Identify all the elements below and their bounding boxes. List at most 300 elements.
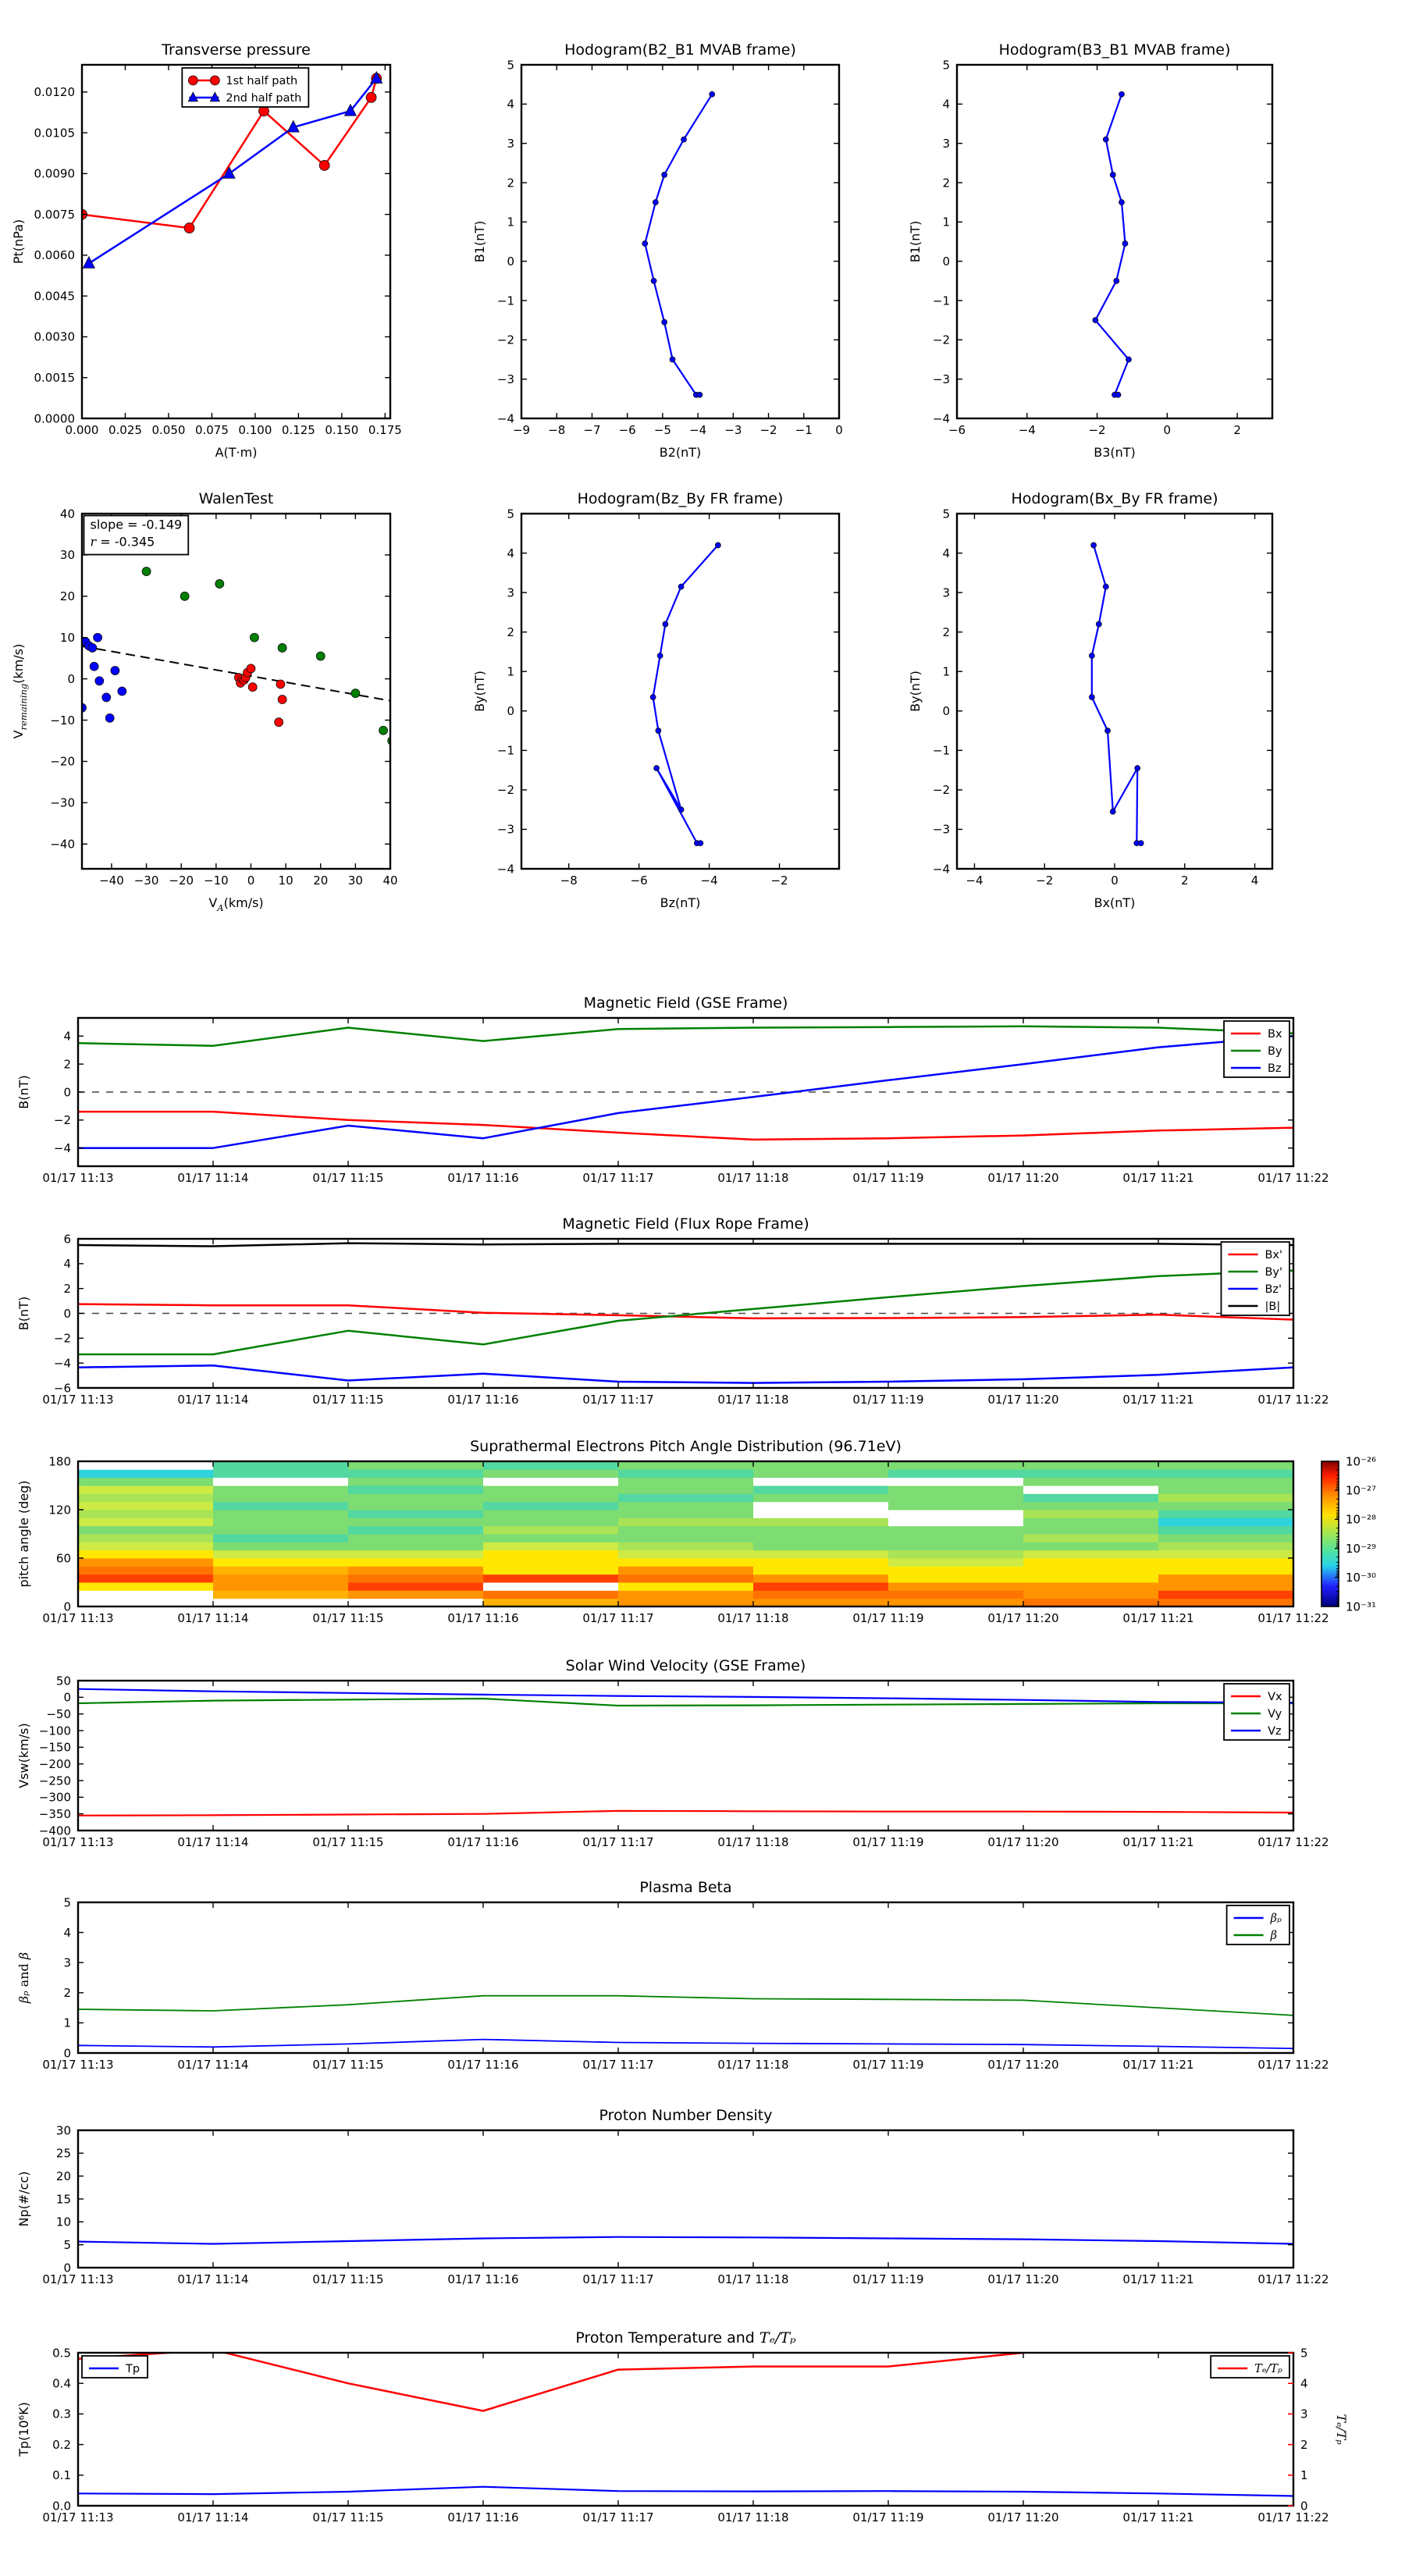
x-tick-label: 40 bbox=[382, 873, 398, 888]
y-tick-label: 2 bbox=[942, 624, 950, 639]
x-tick-label: 01/17 11:22 bbox=[1257, 1835, 1329, 1849]
circle-marker bbox=[278, 696, 286, 704]
series-Bx bbox=[78, 1112, 1293, 1140]
x-tick-label: 01/17 11:22 bbox=[1257, 1171, 1329, 1185]
x-tick-label: −8 bbox=[560, 873, 578, 888]
x-tick-label: 01/17 11:19 bbox=[852, 2058, 924, 2072]
legend-label: By bbox=[1268, 1045, 1282, 1059]
x-tick-label: 01/17 11:17 bbox=[582, 1171, 654, 1185]
y-tick-label: 1 bbox=[942, 215, 950, 229]
y-axis-label: βₚ and β bbox=[16, 1952, 31, 2004]
y-tick-label: −10 bbox=[50, 713, 75, 728]
y-tick-label: 1 bbox=[507, 664, 514, 679]
y-tick-label: 0.0045 bbox=[34, 289, 75, 304]
y-tick-label: −2 bbox=[932, 783, 950, 798]
x-tick-label: −30 bbox=[133, 873, 159, 888]
y-tick-label: 2 bbox=[942, 176, 950, 190]
x-tick-label: 01/17 11:16 bbox=[447, 1835, 519, 1849]
chart-pt bbox=[10, 29, 403, 470]
circle-marker bbox=[642, 241, 648, 247]
series-Vy bbox=[78, 1699, 1293, 1706]
chart-title: WalenTest bbox=[198, 490, 274, 507]
x-tick-label: −2 bbox=[759, 423, 777, 437]
legend-label: By' bbox=[1264, 1266, 1282, 1279]
y-tick-label: 0 bbox=[942, 704, 950, 719]
x-tick-label: 30 bbox=[347, 873, 363, 888]
legend bbox=[1211, 2356, 1289, 2378]
chart-title: Solar Wind Velocity (GSE Frame) bbox=[565, 1657, 806, 1674]
series-group bbox=[642, 91, 715, 397]
circle-marker bbox=[388, 736, 397, 745]
circle-marker bbox=[351, 689, 360, 698]
circle-marker bbox=[366, 92, 376, 102]
chart-hodo_bzby bbox=[471, 478, 852, 920]
series-group bbox=[78, 568, 397, 745]
x-tick-label: 01/17 11:15 bbox=[312, 2272, 384, 2286]
y-tick-label: 4 bbox=[942, 546, 950, 560]
chart-beta bbox=[16, 1870, 1329, 2089]
circle-marker bbox=[662, 319, 667, 325]
circle-marker bbox=[1115, 392, 1121, 397]
x-tick-label: 01/17 11:14 bbox=[177, 2272, 249, 2286]
series-Bz' bbox=[78, 1365, 1293, 1382]
x-axis-label: A(T·m) bbox=[215, 445, 258, 460]
circle-marker bbox=[379, 726, 388, 735]
series-beta bbox=[78, 1996, 1293, 2016]
y-tick-label: 2 bbox=[507, 624, 514, 639]
x-tick-label: −3 bbox=[724, 423, 742, 437]
legend-label: Bz bbox=[1268, 1062, 1282, 1076]
y-tick-label: 0 bbox=[67, 671, 75, 686]
y-tick-label: 40 bbox=[59, 507, 75, 521]
y-tick-label: 10 bbox=[55, 2215, 71, 2229]
y-tick-label: 0 bbox=[942, 254, 950, 269]
x-tick-label: 01/17 11:21 bbox=[1122, 1393, 1194, 1407]
y-tick-label: −4 bbox=[496, 411, 514, 426]
y-tick-label: 0.3 bbox=[52, 2407, 71, 2421]
y-tick-label: 4 bbox=[507, 97, 514, 112]
x-tick-label: 01/17 11:18 bbox=[717, 1611, 789, 1625]
circle-marker bbox=[698, 841, 703, 846]
circle-marker bbox=[319, 160, 329, 170]
y-tick-label: −3 bbox=[496, 372, 514, 386]
chart-title: Plasma Beta bbox=[639, 1879, 732, 1896]
circle-marker bbox=[662, 172, 667, 177]
legend-label: Bz' bbox=[1264, 1283, 1282, 1297]
y-tick-label: 0.0075 bbox=[34, 207, 75, 222]
x-tick-label: 01/17 11:13 bbox=[42, 2058, 114, 2072]
axes-frame bbox=[521, 65, 839, 418]
x-tick-label: −10 bbox=[204, 873, 229, 888]
axes-frame bbox=[82, 65, 390, 418]
legend-label: Bx bbox=[1268, 1028, 1282, 1041]
x-tick-label: 01/17 11:17 bbox=[582, 2510, 654, 2524]
right-tick-label: 2 bbox=[1300, 2437, 1308, 2452]
x-tick-label: 01/17 11:22 bbox=[1257, 2272, 1329, 2286]
series-group bbox=[650, 543, 720, 846]
y-tick-label: −4 bbox=[53, 1356, 71, 1371]
x-tick-label: 0.150 bbox=[325, 423, 359, 437]
x-tick-label: 0.075 bbox=[194, 423, 229, 437]
y-tick-label: 2 bbox=[63, 1281, 71, 1296]
x-tick-label: 0 bbox=[1163, 423, 1172, 437]
y-tick-label: 3 bbox=[942, 136, 950, 151]
x-tick-label: 0.125 bbox=[281, 423, 315, 437]
x-tick-label: −4 bbox=[1018, 423, 1036, 437]
y-tick-label: 0.0015 bbox=[34, 370, 75, 385]
x-tick-label: 01/17 11:20 bbox=[987, 2272, 1059, 2286]
y-tick-label: 0.1 bbox=[52, 2468, 71, 2483]
x-axis-label: Bx(nT) bbox=[1094, 895, 1136, 910]
circle-marker bbox=[1110, 172, 1115, 177]
y-tick-label: 60 bbox=[55, 1551, 71, 1566]
chart-title: Transverse pressure bbox=[162, 41, 311, 59]
x-tick-label: 01/17 11:22 bbox=[1257, 1611, 1329, 1625]
x-tick-label: 01/17 11:19 bbox=[852, 1835, 924, 1849]
x-tick-label: 2 bbox=[1181, 873, 1189, 888]
legend-label: βₚ bbox=[1270, 1912, 1282, 1926]
x-axis-label: $V_A(km/s)$ bbox=[208, 895, 264, 913]
series-group bbox=[78, 2339, 1293, 2496]
y-tick-label: −30 bbox=[50, 795, 75, 810]
y-tick-label: 5 bbox=[63, 1895, 71, 1910]
chart-title: Proton Temperature and Tₑ/Tₚ bbox=[575, 2329, 796, 2347]
x-tick-label: 2 bbox=[1233, 423, 1241, 437]
y-axis-label: By(nT) bbox=[908, 671, 923, 712]
x-tick-label: 01/17 11:21 bbox=[1122, 1171, 1194, 1185]
y-tick-label: −4 bbox=[496, 862, 514, 877]
x-tick-label: 01/17 11:16 bbox=[447, 2058, 519, 2072]
circle-marker bbox=[316, 652, 325, 660]
series-group bbox=[78, 1996, 1293, 2049]
chart-hodo_b2b1 bbox=[471, 29, 852, 470]
y-tick-label: 4 bbox=[942, 97, 950, 112]
y-tick-label: −50 bbox=[46, 1706, 71, 1721]
x-tick-label: 01/17 11:13 bbox=[42, 1835, 114, 1849]
colorbar-tick-label: 10⁻²⁹ bbox=[1346, 1541, 1377, 1556]
circle-marker bbox=[188, 76, 197, 85]
series-Te/Tp bbox=[78, 2339, 1293, 2411]
y-tick-label: 30 bbox=[55, 2123, 71, 2138]
series-By' bbox=[78, 1271, 1293, 1354]
y-tick-label: −1 bbox=[932, 743, 950, 758]
x-tick-label: 01/17 11:21 bbox=[1122, 1835, 1194, 1849]
y-tick-label: 25 bbox=[55, 2146, 71, 2161]
y-tick-label: 120 bbox=[48, 1503, 71, 1517]
right-axis-label: Tₑ/Tₚ bbox=[1334, 2414, 1349, 2445]
x-tick-label: 01/17 11:15 bbox=[312, 1611, 384, 1625]
legend bbox=[82, 2356, 148, 2378]
y-tick-label: 5 bbox=[507, 58, 514, 73]
y-tick-label: −250 bbox=[38, 1774, 71, 1788]
chart-bgse bbox=[16, 985, 1329, 1202]
y-tick-label: −300 bbox=[38, 1790, 71, 1805]
x-tick-label: 01/17 11:15 bbox=[312, 2510, 384, 2524]
chart-title: Hodogram(B2_B1 MVAB frame) bbox=[564, 41, 796, 59]
circle-marker bbox=[105, 713, 114, 722]
y-tick-label: −2 bbox=[932, 333, 950, 347]
legend-label: Vx bbox=[1268, 1691, 1282, 1704]
y-tick-label: −20 bbox=[50, 754, 75, 769]
circle-marker bbox=[1093, 318, 1098, 323]
x-tick-label: 01/17 11:22 bbox=[1257, 2510, 1329, 2524]
y-tick-label: 0 bbox=[63, 1306, 71, 1321]
chart-title: Suprathermal Electrons Pitch Angle Distribution (96.71eV) bbox=[470, 1438, 902, 1455]
y-tick-label: −3 bbox=[496, 822, 514, 837]
colorbar-tick-label: 10⁻²⁸ bbox=[1346, 1512, 1377, 1527]
y-tick-label: −2 bbox=[53, 1113, 71, 1128]
y-tick-label: −6 bbox=[53, 1381, 71, 1396]
circle-marker bbox=[1105, 728, 1111, 734]
y-axis-label: pitch angle (deg) bbox=[16, 1480, 31, 1588]
y-tick-label: 4 bbox=[507, 546, 514, 560]
y-tick-label: 30 bbox=[59, 548, 75, 563]
series-|B| bbox=[78, 1244, 1293, 1247]
x-tick-label: 01/17 11:19 bbox=[852, 1611, 924, 1625]
x-tick-label: 0.100 bbox=[238, 423, 272, 437]
circle-marker bbox=[651, 278, 656, 283]
y-tick-label: 0 bbox=[63, 2046, 71, 2061]
y-axis-label: Pt(nPa) bbox=[11, 219, 26, 265]
axes-frame bbox=[78, 2130, 1293, 2268]
legend-label: Tp bbox=[126, 2363, 140, 2376]
circle-marker bbox=[1126, 357, 1131, 362]
y-tick-label: −4 bbox=[53, 1140, 71, 1155]
y-tick-label: 3 bbox=[507, 585, 514, 600]
x-tick-label: −6 bbox=[630, 873, 648, 888]
circle-marker bbox=[697, 392, 702, 397]
x-tick-label: 01/17 11:19 bbox=[852, 2510, 924, 2524]
circle-marker bbox=[88, 643, 97, 652]
x-tick-label: 4 bbox=[1250, 873, 1259, 888]
y-axis-label: $V_{remaining}(km/s)$ bbox=[11, 643, 29, 739]
x-tick-label: 01/17 11:14 bbox=[177, 1835, 249, 1849]
series-group bbox=[78, 1026, 1293, 1148]
colorbar-tick-label: 10⁻³⁰ bbox=[1346, 1571, 1377, 1585]
y-tick-label: 0 bbox=[63, 1599, 71, 1614]
circle-marker bbox=[1089, 695, 1094, 700]
x-tick-label: 01/17 11:17 bbox=[582, 1835, 654, 1849]
y-tick-label: −3 bbox=[932, 822, 950, 837]
circle-marker bbox=[1119, 200, 1124, 205]
circle-marker bbox=[248, 683, 257, 692]
y-axis-label: B(nT) bbox=[16, 1296, 31, 1331]
x-tick-label: 0.175 bbox=[368, 423, 402, 437]
x-tick-label: 0 bbox=[835, 423, 843, 437]
legend-label: β bbox=[1270, 1930, 1278, 1943]
y-tick-label: 10 bbox=[59, 630, 75, 645]
circle-marker bbox=[247, 664, 255, 673]
circle-marker bbox=[184, 223, 194, 233]
x-tick-label: −40 bbox=[99, 873, 124, 888]
x-tick-label: −2 bbox=[1036, 873, 1054, 888]
x-tick-label: 01/17 11:16 bbox=[447, 2272, 519, 2286]
y-tick-label: −150 bbox=[38, 1740, 71, 1755]
circle-marker bbox=[1096, 621, 1101, 627]
axes-frame bbox=[82, 514, 390, 869]
y-tick-label: −2 bbox=[496, 783, 514, 798]
y-tick-label: 0.0060 bbox=[34, 248, 75, 263]
x-tick-label: 01/17 11:20 bbox=[987, 1835, 1059, 1849]
y-tick-label: 0.0105 bbox=[34, 126, 75, 141]
x-tick-label: −1 bbox=[795, 423, 813, 437]
y-tick-label: 0.2 bbox=[52, 2437, 71, 2452]
circle-marker bbox=[180, 592, 189, 600]
x-tick-label: 01/17 11:13 bbox=[42, 1171, 114, 1185]
x-tick-label: 01/17 11:13 bbox=[42, 2510, 114, 2524]
y-tick-label: 2 bbox=[507, 176, 514, 190]
x-tick-label: 01/17 11:14 bbox=[177, 1171, 249, 1185]
circle-marker bbox=[1135, 766, 1140, 771]
series-group bbox=[1089, 543, 1144, 846]
legend-label: 2nd half path bbox=[226, 92, 302, 105]
chart-title: Hodogram(Bz_By FR frame) bbox=[577, 490, 784, 507]
legend bbox=[1227, 1905, 1289, 1944]
circle-marker bbox=[102, 693, 111, 702]
y-tick-label: 180 bbox=[48, 1454, 71, 1469]
x-tick-label: 01/17 11:21 bbox=[1122, 1611, 1194, 1625]
x-tick-label: 01/17 11:14 bbox=[177, 2510, 249, 2524]
y-tick-label: 5 bbox=[63, 2237, 71, 2252]
axes-frame bbox=[957, 65, 1272, 418]
x-tick-label: −20 bbox=[169, 873, 194, 888]
x-tick-label: 01/17 11:20 bbox=[987, 1171, 1059, 1185]
axes-frame bbox=[78, 1902, 1293, 2053]
circle-marker bbox=[250, 633, 258, 642]
y-tick-label: 5 bbox=[942, 58, 950, 73]
y-tick-label: −100 bbox=[38, 1724, 71, 1738]
circle-marker bbox=[670, 357, 675, 362]
legend-label: 1st half path bbox=[226, 75, 298, 88]
x-tick-label: 01/17 11:20 bbox=[987, 1393, 1059, 1407]
series-B2_B1 bbox=[645, 94, 712, 395]
chart-tp bbox=[16, 2320, 1362, 2542]
y-tick-label: −1 bbox=[496, 294, 514, 308]
y-tick-label: −1 bbox=[932, 294, 950, 308]
y-axis-label: B1(nT) bbox=[908, 220, 923, 263]
legend bbox=[1224, 1021, 1289, 1077]
y-tick-label: 4 bbox=[63, 1029, 71, 1044]
circle-marker bbox=[1114, 278, 1119, 283]
legend-label: Bx' bbox=[1264, 1249, 1282, 1262]
annotation-line: slope = -0.149 bbox=[90, 517, 183, 532]
x-tick-label: 01/17 11:18 bbox=[717, 2058, 789, 2072]
x-tick-label: 0.025 bbox=[108, 423, 142, 437]
series-group bbox=[78, 1689, 1293, 1816]
x-tick-label: 01/17 11:19 bbox=[852, 1393, 924, 1407]
y-tick-label: 0.0000 bbox=[34, 411, 75, 426]
circle-marker bbox=[278, 643, 286, 652]
series-group bbox=[78, 2237, 1293, 2244]
chart-title: Hodogram(B3_B1 MVAB frame) bbox=[998, 41, 1231, 59]
circle-marker bbox=[663, 621, 668, 627]
y-tick-label: 0 bbox=[507, 704, 514, 719]
circle-marker bbox=[275, 718, 283, 727]
x-tick-label: 01/17 11:14 bbox=[177, 1611, 249, 1625]
chart-title: Magnetic Field (Flux Rope Frame) bbox=[562, 1215, 809, 1233]
y-tick-label: 4 bbox=[63, 1925, 71, 1940]
y-tick-label: 50 bbox=[55, 1674, 71, 1688]
x-tick-label: −2 bbox=[1088, 423, 1106, 437]
series-By bbox=[78, 1026, 1293, 1046]
x-tick-label: 01/17 11:18 bbox=[717, 1835, 789, 1849]
x-tick-label: 01/17 11:15 bbox=[312, 2058, 384, 2072]
x-tick-label: 01/17 11:20 bbox=[987, 2058, 1059, 2072]
y-tick-label: 0.0090 bbox=[34, 166, 75, 181]
series-beta_p bbox=[78, 2040, 1293, 2049]
y-tick-label: −4 bbox=[932, 862, 950, 877]
x-tick-label: 01/17 11:17 bbox=[582, 2272, 654, 2286]
x-tick-label: 01/17 11:21 bbox=[1122, 2058, 1194, 2072]
x-tick-label: 01/17 11:15 bbox=[312, 1393, 384, 1407]
y-tick-label: 2 bbox=[63, 1057, 71, 1072]
right-tick-label: 5 bbox=[1300, 2346, 1308, 2361]
circle-marker bbox=[1103, 137, 1108, 142]
heatmap-cells bbox=[78, 1461, 1294, 1607]
y-tick-label: 5 bbox=[507, 507, 514, 521]
x-tick-label: −4 bbox=[689, 423, 707, 437]
x-tick-label: 01/17 11:16 bbox=[447, 2510, 519, 2524]
x-tick-label: 0 bbox=[1111, 873, 1119, 888]
y-tick-label: 0.0120 bbox=[34, 85, 75, 100]
x-tick-label: 10 bbox=[278, 873, 293, 888]
chart-title: Hodogram(Bx_By FR frame) bbox=[1011, 490, 1218, 507]
x-tick-label: 01/17 11:18 bbox=[717, 1393, 789, 1407]
y-tick-label: 6 bbox=[63, 1232, 71, 1247]
legend bbox=[1221, 1242, 1289, 1315]
colorbar-tick-label: 10⁻²⁶ bbox=[1346, 1454, 1377, 1469]
right-tick-label: 3 bbox=[1300, 2407, 1308, 2421]
y-axis-label: B(nT) bbox=[16, 1075, 31, 1109]
x-tick-label: 01/17 11:15 bbox=[312, 1835, 384, 1849]
circle-marker bbox=[678, 807, 684, 813]
y-tick-label: 0.0 bbox=[52, 2499, 71, 2514]
circle-marker bbox=[654, 766, 660, 771]
y-tick-label: 15 bbox=[55, 2192, 71, 2207]
y-tick-label: −2 bbox=[53, 1331, 71, 1346]
circle-marker bbox=[95, 677, 104, 685]
colorbar bbox=[1321, 1461, 1339, 1606]
x-tick-label: 01/17 11:21 bbox=[1122, 2510, 1194, 2524]
circle-marker bbox=[1091, 543, 1097, 548]
circle-marker bbox=[118, 687, 126, 696]
y-tick-label: 0 bbox=[63, 1690, 71, 1705]
x-tick-label: 0.050 bbox=[151, 423, 186, 437]
circle-marker bbox=[276, 680, 285, 688]
y-tick-label: 1 bbox=[63, 2016, 71, 2030]
annotation-line: r = -0.345 bbox=[90, 534, 155, 550]
circle-marker bbox=[1138, 841, 1144, 846]
y-tick-label: −2 bbox=[496, 333, 514, 347]
x-tick-label: −7 bbox=[583, 423, 601, 437]
x-tick-label: 01/17 11:18 bbox=[717, 1171, 789, 1185]
circle-marker bbox=[1119, 91, 1124, 97]
y-tick-label: −1 bbox=[496, 743, 514, 758]
y-tick-label: 0.0030 bbox=[34, 329, 75, 344]
x-tick-label: 01/17 11:17 bbox=[582, 1611, 654, 1625]
x-tick-label: 01/17 11:13 bbox=[42, 2272, 114, 2286]
x-tick-label: 01/17 11:13 bbox=[42, 1611, 114, 1625]
circle-marker bbox=[142, 568, 151, 576]
y-axis-label: Tp(10⁶K) bbox=[16, 2402, 31, 2457]
chart-hodo_bxby bbox=[907, 478, 1285, 920]
y-axis-label: Vsw(km/s) bbox=[16, 1723, 31, 1788]
x-tick-label: 01/17 11:19 bbox=[852, 2272, 924, 2286]
axes-frame bbox=[957, 514, 1272, 869]
chart-bfr bbox=[16, 1206, 1329, 1424]
series-Bz_By bbox=[653, 545, 718, 843]
y-tick-label: 2 bbox=[63, 1986, 71, 2001]
